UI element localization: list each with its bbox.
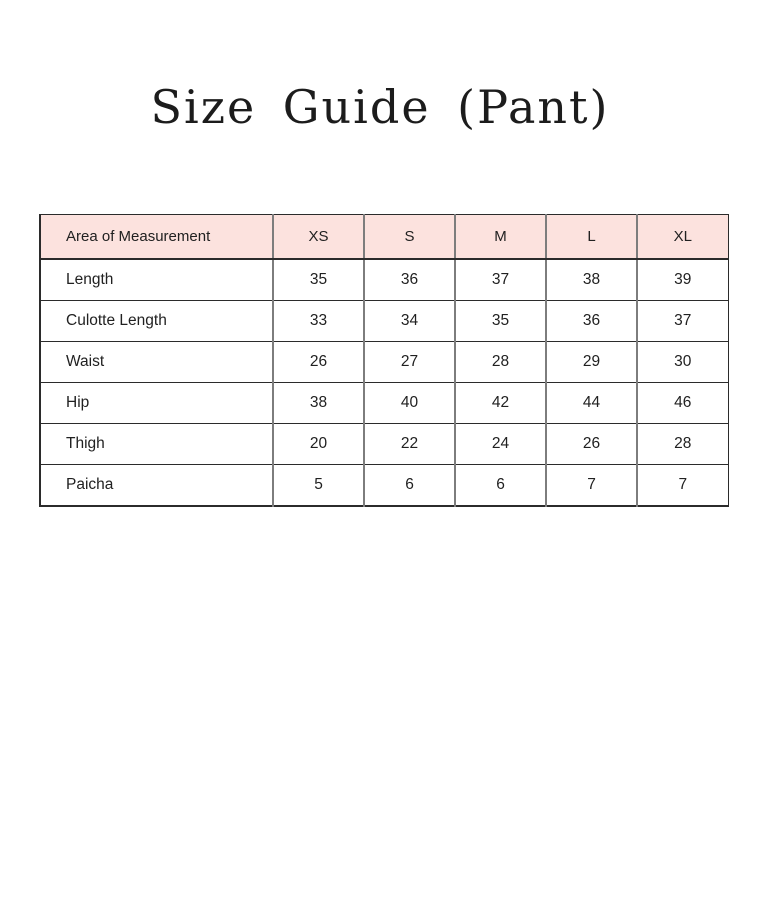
row-label: Waist <box>40 342 273 383</box>
cell-value: 27 <box>364 342 455 383</box>
cell-value: 7 <box>546 465 637 507</box>
row-label: Paicha <box>40 465 273 507</box>
table-row-culotte-length <box>40 301 728 342</box>
cell-value: 36 <box>364 259 455 301</box>
table-row-length <box>40 259 728 301</box>
cell-value: 20 <box>273 424 364 465</box>
row-label: Length <box>40 259 273 301</box>
table-row-hip <box>40 383 728 424</box>
cell-value: 6 <box>364 465 455 507</box>
table-row-thigh <box>40 424 728 465</box>
cell-value: 7 <box>637 465 728 507</box>
column-header-m: M <box>455 215 546 260</box>
cell-value: 28 <box>455 342 546 383</box>
cell-value: 42 <box>455 383 546 424</box>
column-header-area-of-measurement: Area of Measurement <box>40 215 273 260</box>
table-row-waist <box>40 342 728 383</box>
cell-value: 5 <box>273 465 364 507</box>
cell-value: 30 <box>637 342 728 383</box>
cell-value: 33 <box>273 301 364 342</box>
cell-value: 6 <box>455 465 546 507</box>
table-row-paicha <box>40 465 728 507</box>
page-title: Size Guide (Pant) <box>150 80 610 134</box>
column-header-xl: XL <box>637 215 728 260</box>
cell-value: 24 <box>455 424 546 465</box>
row-label: Hip <box>40 383 273 424</box>
size-guide-table <box>39 214 729 507</box>
cell-value: 46 <box>637 383 728 424</box>
row-label: Thigh <box>40 424 273 465</box>
cell-value: 40 <box>364 383 455 424</box>
cell-value: 35 <box>455 301 546 342</box>
cell-value: 39 <box>637 259 728 301</box>
cell-value: 38 <box>273 383 364 424</box>
cell-value: 44 <box>546 383 637 424</box>
column-header-s: S <box>364 215 455 260</box>
column-header-l: L <box>546 215 637 260</box>
cell-value: 28 <box>637 424 728 465</box>
cell-value: 36 <box>546 301 637 342</box>
table-header-row <box>40 215 728 260</box>
cell-value: 22 <box>364 424 455 465</box>
row-label: Culotte Length <box>40 301 273 342</box>
cell-value: 34 <box>364 301 455 342</box>
cell-value: 26 <box>273 342 364 383</box>
cell-value: 26 <box>546 424 637 465</box>
cell-value: 38 <box>546 259 637 301</box>
column-header-xs: XS <box>273 215 364 260</box>
cell-value: 37 <box>455 259 546 301</box>
cell-value: 37 <box>637 301 728 342</box>
cell-value: 29 <box>546 342 637 383</box>
cell-value: 35 <box>273 259 364 301</box>
